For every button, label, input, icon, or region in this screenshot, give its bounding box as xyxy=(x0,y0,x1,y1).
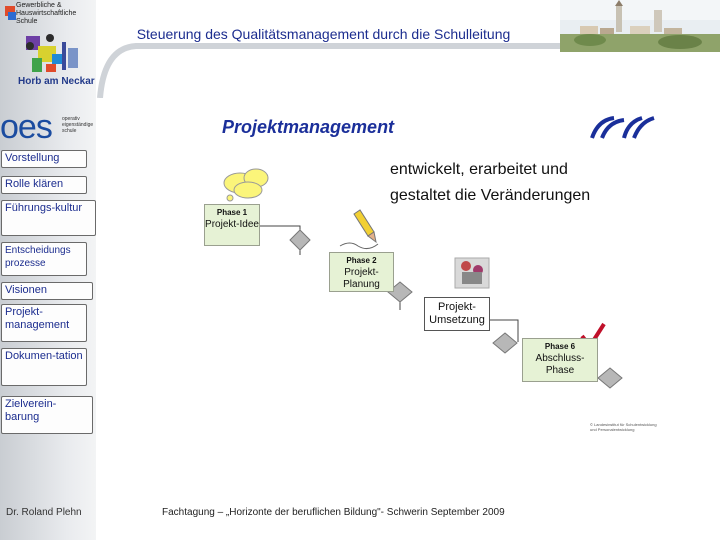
school-name: Gewerbliche & Hauswirtschaftliche Schule xyxy=(16,2,77,25)
diamond-4-icon xyxy=(598,368,622,388)
page-title: Projektmanagement xyxy=(222,117,395,137)
oes-logo: oes xyxy=(0,108,52,146)
school-town: Horb am Neckar xyxy=(18,76,95,87)
nav-item-projektmanagement[interactable]: Projekt-management xyxy=(1,304,87,342)
phase-2-label: Phase 2 xyxy=(346,256,377,265)
phase-1-text: Projekt-Idee xyxy=(205,219,259,230)
footer-text: Fachtagung – „Horizonte der beruflichen Bildung"- Schwerin September 2009 xyxy=(162,507,505,518)
phase-6-text: Abschluss-Phase xyxy=(535,353,585,376)
brand-logo xyxy=(590,116,656,140)
phase-1-box xyxy=(204,204,260,246)
phase-1-label: Phase 1 xyxy=(216,208,248,217)
header-title: Steuerung des Qualitätsmanagement durch die Schulleitung xyxy=(136,26,511,42)
nav-item-vorstellung[interactable]: Vorstellung xyxy=(1,150,87,168)
diamond-1-icon xyxy=(290,230,310,250)
source-note: © Landesinstitut für Schulentwicklung und Personalentwicklung xyxy=(590,422,657,432)
nav-item-entscheidungsprozesse[interactable]: Entscheidungs prozesse xyxy=(1,242,87,276)
phase-6-label: Phase 6 xyxy=(544,342,576,351)
pencil-icon xyxy=(340,210,378,249)
subtitle xyxy=(390,157,590,209)
people-figure-icon xyxy=(455,258,489,288)
nav-item-fuehrungskultur[interactable]: Führungs-kultur xyxy=(1,200,96,236)
phase-2-text: Projekt-Planung xyxy=(343,267,380,290)
oes-tagline: operativ eigenständige schule xyxy=(62,116,94,134)
phase-2-box xyxy=(329,252,394,292)
nav-item-zielvereinbarung[interactable]: Zielverein-barung xyxy=(1,396,93,434)
author: Dr. Roland Plehn xyxy=(6,507,82,518)
nav-item-dokumentation[interactable]: Dokumen-tation xyxy=(1,348,87,386)
subtitle-line-2: gestaltet die Veränderungen xyxy=(390,187,591,204)
thought-cloud-icon xyxy=(224,169,268,201)
phase-umsetzung-text: Projekt-Umsetzung xyxy=(429,301,485,326)
diamond-3-icon xyxy=(493,333,517,353)
phase-6-box xyxy=(522,338,598,382)
sidebar xyxy=(0,0,96,540)
nav-item-rolle-klaeren[interactable]: Rolle klären xyxy=(1,176,87,194)
subtitle-line-1: entwickelt, erarbeitet und xyxy=(390,161,568,178)
nav-item-visionen[interactable]: Visionen xyxy=(1,282,93,300)
phase-umsetzung-box xyxy=(424,297,490,331)
town-photo xyxy=(560,0,720,52)
